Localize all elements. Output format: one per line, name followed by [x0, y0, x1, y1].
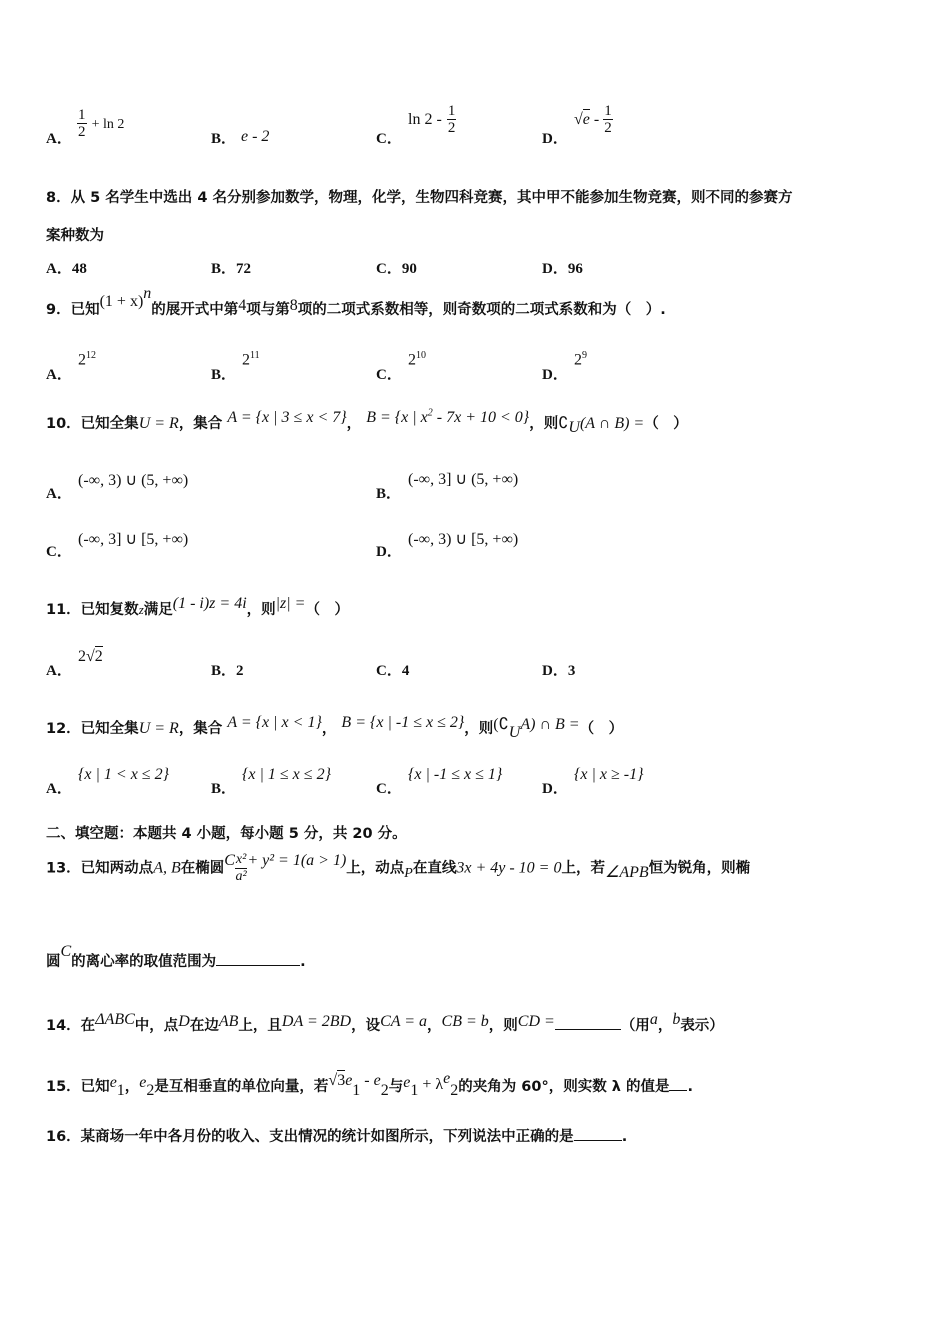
q11-option-b: B．2	[211, 663, 244, 679]
q9-options	[46, 350, 666, 382]
q14-answer-blank[interactable]	[555, 1029, 621, 1030]
q10-option-b-label: B．	[376, 486, 402, 502]
q10-option-d: (-∞, 3) ∪ [5, +∞)	[408, 531, 519, 548]
q8-stem-line2: 案种数为	[46, 228, 104, 244]
q9-option-a: $2^{12}$	[78, 350, 96, 369]
q7-option-c-label: C．	[376, 131, 402, 147]
q16-answer-blank[interactable]	[574, 1140, 622, 1141]
q11-stem: 11．已知复数z满足(1 - i)z = 4i，则|z| =（ ）	[46, 595, 349, 618]
q13-stem-line1: 13．已知两动点A, B在椭圆C $\frac{\text{x²}}{\text{a²}}$ + y² = 1(a > 1)上，动点P在直线3x + 4y - 10 = 0上，若∠APB恒为锐角，则椭	[46, 851, 751, 884]
q11-option-d: D．3	[542, 663, 576, 679]
q11-option-c: C．4	[376, 663, 410, 679]
q7-option-d-label: D．	[542, 131, 568, 147]
q7-option-c: ln 2 - $\frac{1}{2}$	[408, 103, 456, 136]
q9-option-a-label: A．	[46, 367, 72, 383]
q13-answer-blank[interactable]	[216, 965, 300, 966]
q9-option-c-label: C．	[376, 367, 402, 383]
q8-option-b: B．72	[211, 261, 252, 277]
q12-stem: 12．已知全集U = R，集合 A = {x | x < 1}， B = {x | -1 ≤ x ≤ 2}，则$(∁_UA)$ ∩ B =（ ）	[46, 714, 624, 741]
section-title-fill-in: 二、填空题：本题共 4 小题，每小题 5 分，共 20 分。	[46, 826, 407, 842]
q15-answer-blank[interactable]	[669, 1090, 687, 1091]
q11-option-a-label: A．	[46, 663, 72, 679]
q12-option-c-label: C．	[376, 781, 402, 797]
q9-option-b-label: B．	[211, 367, 237, 383]
q7-option-a-label: A．	[46, 131, 72, 147]
q7-option-b-label: B．	[211, 131, 237, 147]
q8-stem-line1: 8．从 5 名学生中选出 4 名分别参加数学，物理，化学，生物四科竞赛，其中甲不能参加生物竞赛，则不同的参赛方	[46, 190, 793, 206]
q9-option-b: $2^{11}$	[242, 350, 260, 369]
q12-option-a: {x | 1 < x ≤ 2}	[78, 766, 169, 783]
q10-stem: 10．已知全集U = R，集合 A = {x | 3 ≤ x < 7}， B = {x | $x^2 - 7x + 10 < 0$}，则$∁_U(A$ ∩ B) =（ ）	[46, 407, 688, 436]
q16-stem: 16．某商场一年中各月份的收入、支出情况的统计如图所示，下列说法中正确的是 .	[46, 1129, 628, 1145]
q10-option-b: (-∞, 3] ∪ (5, +∞)	[408, 471, 519, 488]
q10-option-a-label: A．	[46, 486, 72, 502]
q12-option-a-label: A．	[46, 781, 72, 797]
q10-option-c: (-∞, 3] ∪ [5, +∞)	[78, 531, 189, 548]
q7-options	[46, 103, 646, 151]
q14-stem: 14．在ΔABC中，点D在边AB上，且DA = 2BD，设CA = a，CB = b，则CD = （用a，b表示）	[46, 1011, 724, 1034]
q10-option-c-label: C．	[46, 544, 72, 560]
q12-option-d-label: D．	[542, 781, 568, 797]
q8-option-c: C．90	[376, 261, 417, 277]
q9-option-d-label: D．	[542, 367, 568, 383]
q9-option-d: $2^9$	[574, 350, 587, 369]
q9-option-c: $2^{10}$	[408, 350, 426, 369]
q11-option-a: 2√2	[78, 648, 103, 665]
q10-option-d-label: D．	[376, 544, 402, 560]
q9-stem: 9．已知$(1 + x)^n$的展开式中第4项与第8项的二项式系数相等，则奇数项的二项式系数和为（ ）.	[46, 285, 666, 318]
q7-option-d: √e - $\frac{1}{2}$	[574, 103, 612, 136]
q8-option-d: D．96	[542, 261, 583, 277]
q12-option-c: {x | -1 ≤ x ≤ 1}	[408, 766, 503, 783]
q13-stem-line2: 圆C的离心率的取值范围为 .	[46, 943, 306, 970]
q10-option-a: (-∞, 3) ∪ (5, +∞)	[78, 472, 189, 489]
q12-option-b: {x | 1 ≤ x ≤ 2}	[242, 766, 331, 783]
q12-option-d: {x | x ≥ -1}	[574, 766, 644, 783]
q12-option-b-label: B．	[211, 781, 237, 797]
q7-option-b: e - 2	[241, 128, 270, 145]
q15-stem: 15．已知$e_1$，$e_2$是互相垂直的单位向量，若$√3e_1 - e_2$与$e_1 + \lambda e_2$的夹角为 60°，则实数 λ 的值是 .	[46, 1070, 693, 1099]
q8-option-a: A．48	[46, 261, 87, 277]
q7-option-a: $\frac{1}{2}$ + ln 2	[78, 107, 125, 140]
